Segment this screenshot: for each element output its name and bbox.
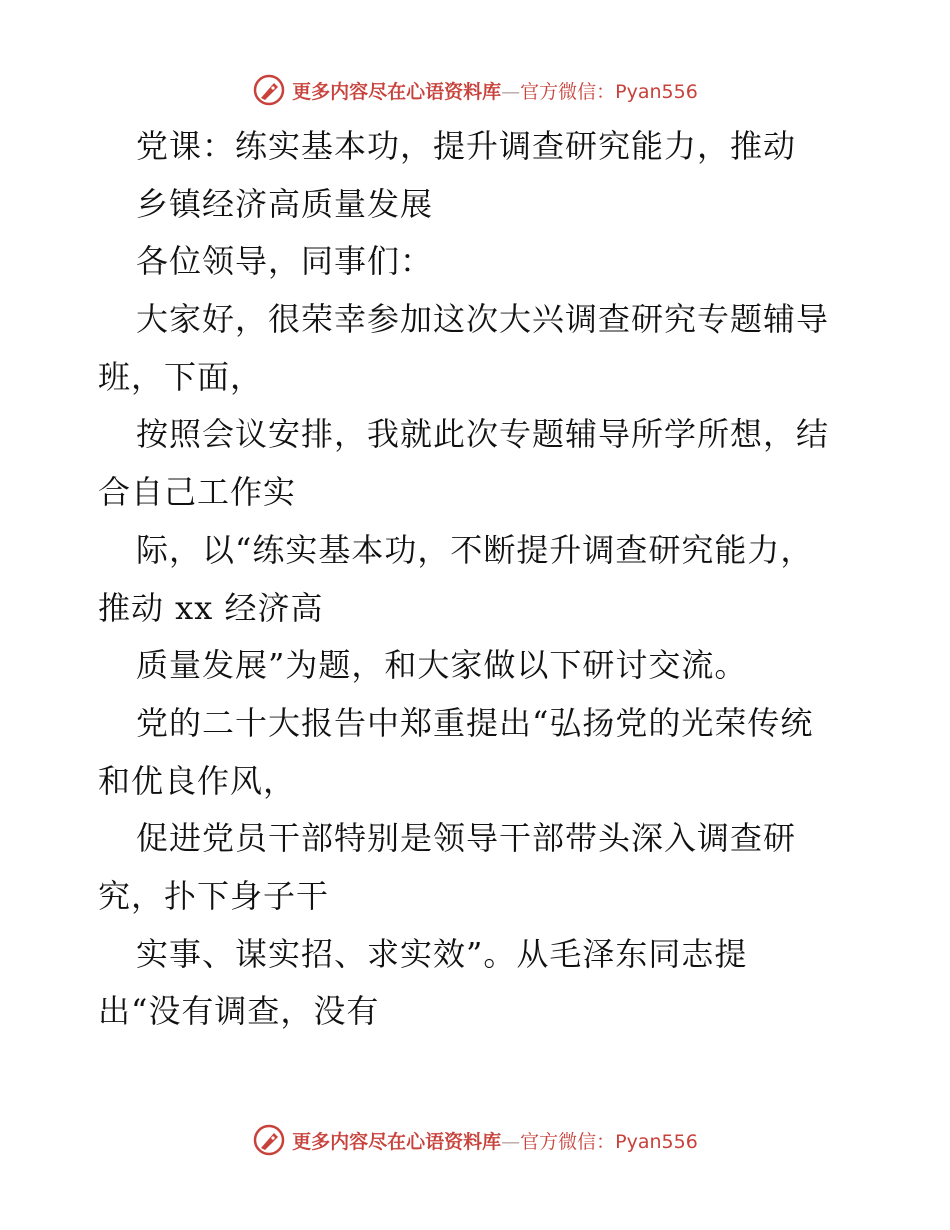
watermark-text: 更多内容尽在心语资料库—官方微信：Pyan556 bbox=[292, 80, 698, 103]
title-line-1: 党课：练实基本功，提升调查研究能力，推动 bbox=[136, 127, 797, 165]
footer-watermark bbox=[0, 1120, 950, 1160]
paragraph-line: 按照会议安排，我就此次专题辅导所学所想，结 bbox=[136, 415, 830, 454]
paragraph-line: 和优良作风， bbox=[98, 761, 297, 800]
header-watermark bbox=[0, 70, 950, 110]
paragraph-line: 推动 xx 经济高 bbox=[98, 588, 324, 627]
paragraph-line: 际，以“练实基本功，不断提升调查研究能力， bbox=[136, 530, 814, 569]
paragraph-line: 大家好，很荣幸参加这次大兴调查研究专题辅导 bbox=[136, 300, 830, 339]
pen-nib-logo-icon bbox=[252, 73, 286, 107]
watermark-text: 更多内容尽在心语资料库—官方微信：Pyan556 bbox=[292, 1130, 698, 1153]
paragraph-line: 实事、谋实招、求实效”。从毛泽东同志提 bbox=[136, 934, 748, 973]
paragraph-line: 合自己工作实 bbox=[98, 473, 297, 512]
paragraph-line: 班，下面， bbox=[98, 357, 264, 396]
pen-nib-logo-icon bbox=[252, 1123, 286, 1157]
salutation: 各位领导，同事们： bbox=[136, 242, 434, 281]
paragraph-line: 促进党员干部特别是领导干部带头深入调查研 bbox=[136, 819, 797, 858]
title-line-2: 乡镇经济高质量发展 bbox=[136, 184, 434, 223]
paragraph-line: 党的二十大报告中郑重提出“弘扬党的光荣传统 bbox=[136, 703, 814, 742]
paragraph-line: 质量发展”为题，和大家做以下研讨交流。 bbox=[136, 646, 748, 685]
document-body bbox=[98, 118, 858, 1041]
paragraph-line: 究，扑下身子干 bbox=[98, 876, 330, 915]
paragraph-line: 出“没有调查，没有 bbox=[98, 992, 380, 1031]
